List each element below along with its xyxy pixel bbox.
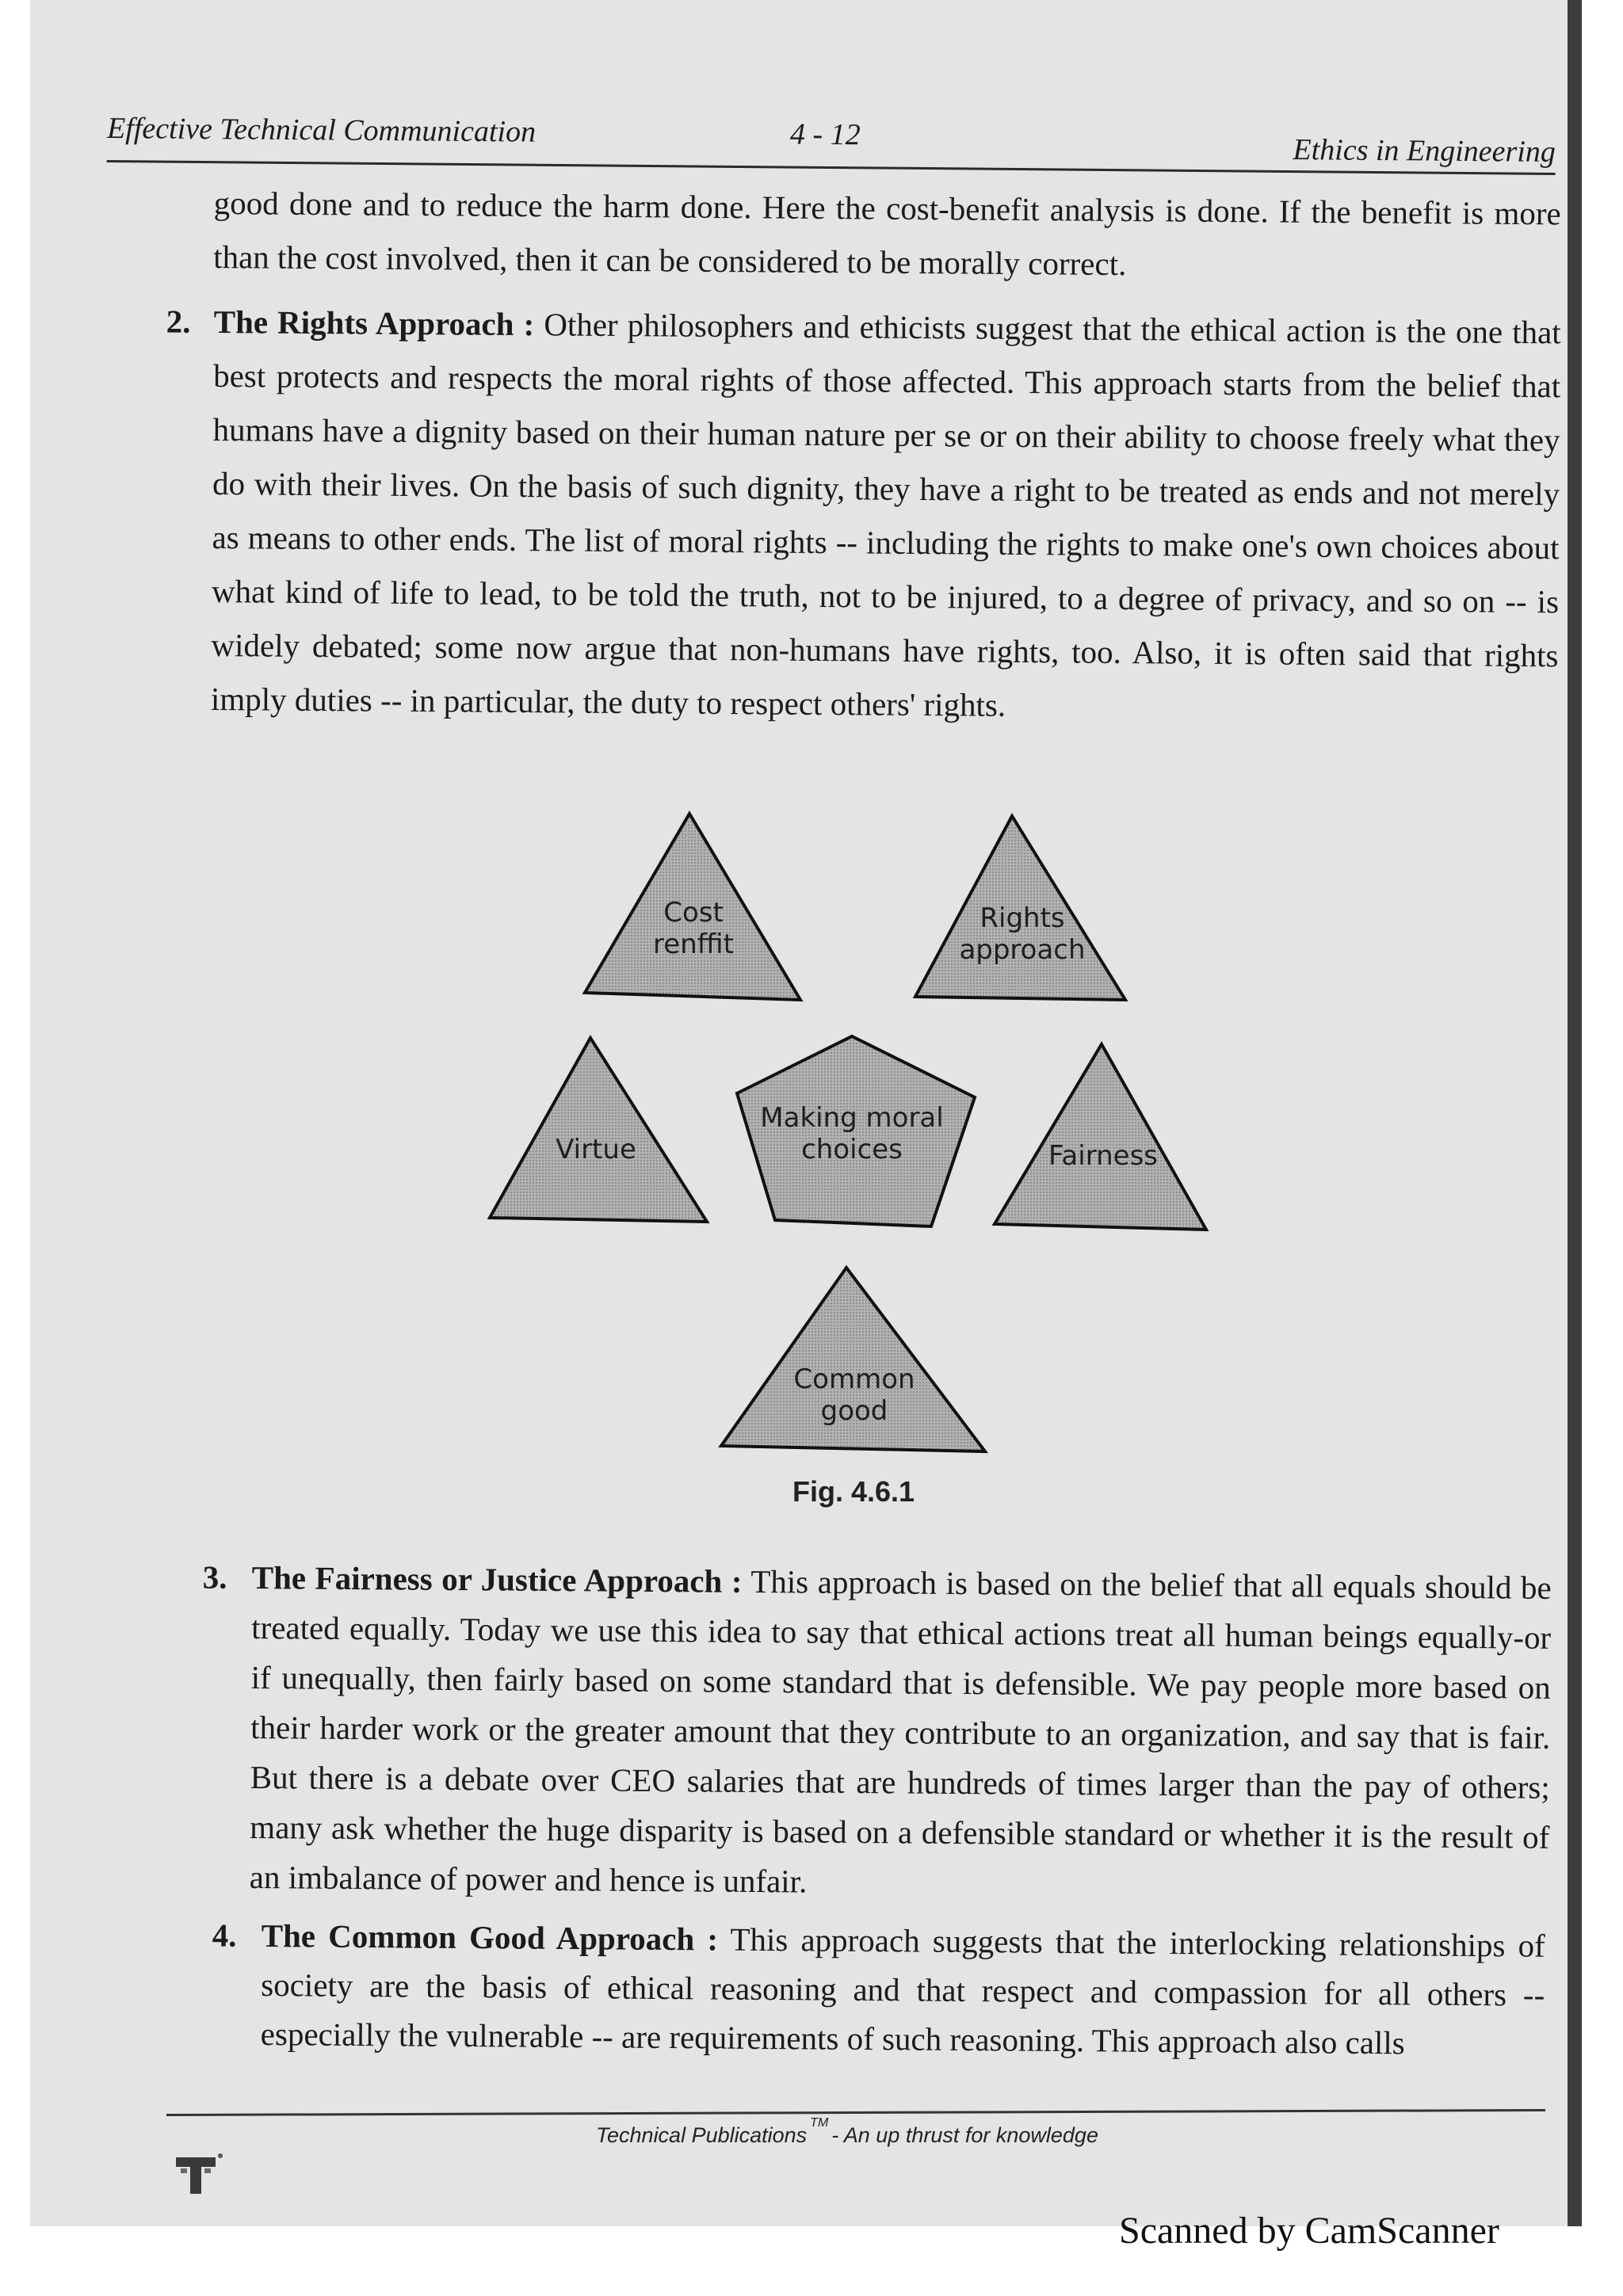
footer-tagline: - An up thrust for knowledge	[831, 2123, 1098, 2147]
header-page-number: 4 - 12	[789, 117, 861, 152]
shape-label: Fairness	[1048, 1140, 1158, 1172]
section-title: The Fairness or Justice Approach :	[251, 1558, 743, 1600]
section-body: This approach suggests that the interlocking relationships of society are the basis of ethical reasoning and that respect and compassion for all others -- especially the vulnerable -- are requirements of such reasoning. This approach also calls	[260, 1920, 1545, 2061]
section-number: 4.	[212, 1917, 237, 1954]
trademark-mark: TM	[810, 2116, 829, 2130]
figure-caption: Fig. 4.6.1	[792, 1475, 915, 1508]
shape-making-moral-choices	[737, 1036, 975, 1226]
intro-paragraph: good done and to reduce the harm done. Here the cost-benefit analysis is done. If the benefit is more than the cost involved, then it can be considered to be morally correct.	[213, 184, 1561, 283]
shape-cost-benefit	[585, 814, 800, 1000]
shape-virtue	[490, 1038, 707, 1222]
header-book-title: Effective Technical Communication	[106, 112, 537, 149]
shape-label: Cost	[663, 897, 724, 929]
shape-label: Common	[793, 1363, 915, 1395]
shape-label: approach	[959, 934, 1086, 966]
section-body: Other philosophers and ethicists suggest that the ethical action is the one that best protects and respects the moral rights of those affected. This approach starts from the belief that humans have a dignity based on their human nature per se or on their ability to choose freely what they do with their lives. On the basis of such dignity, they have a right to be treated as ends and not merely as means to other ends. The list of moral rights -- including the rights to make one's own choices about what kind of life to lead, to be told the truth, not to be injured, to a degree of privacy, and so on -- is widely debated; some now argue that non-humans have rights, too. Also, it is often said that rights imply duties -- in particular, the duty to respect others' rights.	[210, 306, 1561, 723]
page-footer	[596, 2116, 1098, 2148]
scanner-watermark: Scanned by CamScanner	[1119, 2210, 1499, 2252]
section-common-good-approach	[212, 1911, 1545, 2069]
shape-common-good	[721, 1268, 985, 1451]
shape-label: good	[820, 1395, 888, 1427]
shape-label: Virtue	[556, 1134, 636, 1165]
section-fairness-approach	[202, 1553, 1552, 1913]
shape-label: choices	[801, 1134, 903, 1165]
shape-fairness	[995, 1044, 1206, 1230]
shape-rights-approach	[915, 816, 1125, 1000]
publisher-logo-icon	[173, 2151, 225, 2197]
shape-label: renffit	[653, 929, 734, 960]
section-number: 2.	[166, 303, 191, 340]
shape-label: Making moral	[760, 1102, 944, 1134]
section-body: This approach is based on the belief that all equals should be treated equally. Today we use this idea to say that ethical actions treat all human beings equally-or if unequally, then fairly based on some standard that is defensible. We pay people more based on their harder work or the greater amount that they contribute to an organization, and say that is fair. But there is a debate over CEO salaries that are hundreds of times larger than the pay of others; many ask whether the huge disparity is based on a defensible standard or whether it is the result of an imbalance of power and hence is unfair.	[249, 1562, 1552, 1900]
section-title: The Common Good Approach :	[261, 1917, 719, 1958]
footer-publisher: Technical Publications	[596, 2123, 808, 2147]
section-title: The Rights Approach :	[213, 303, 535, 343]
header-chapter-title: Ethics in Engineering	[1293, 133, 1556, 169]
shape-label: Rights	[980, 902, 1065, 934]
section-number: 3.	[202, 1558, 227, 1596]
